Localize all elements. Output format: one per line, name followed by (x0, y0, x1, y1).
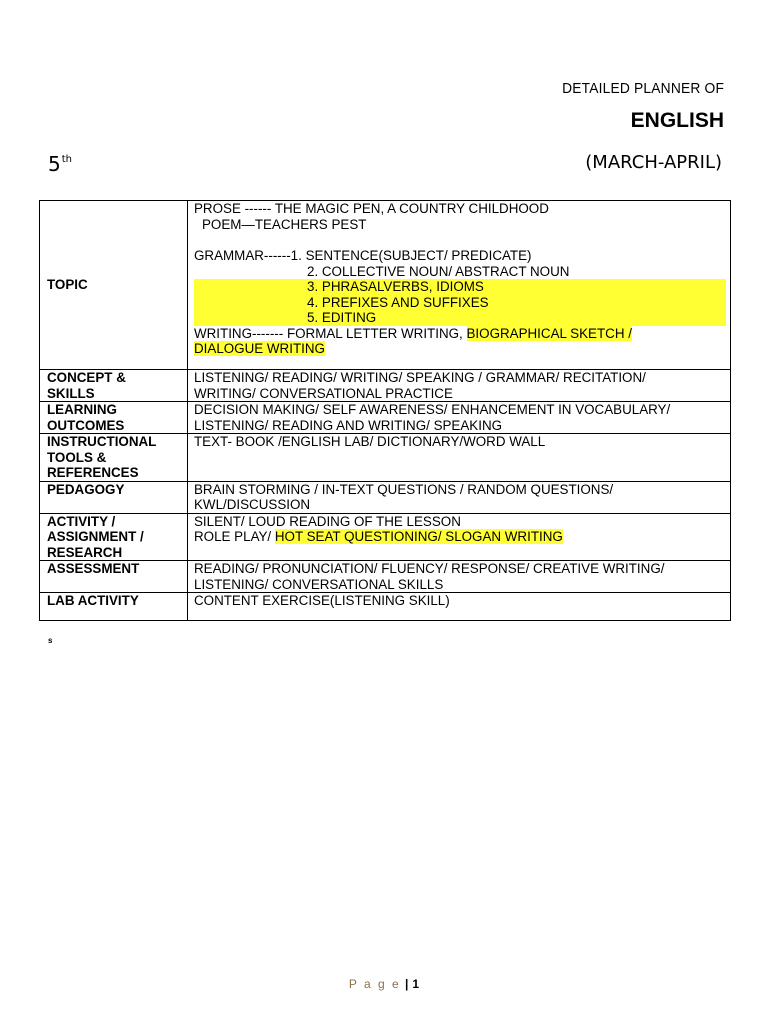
row-label-assessment (40, 561, 188, 593)
topic-poem: POEM—TEACHERS PEST (202, 216, 367, 232)
activity-content (188, 513, 731, 561)
topic-writing-highlight: BIOGRAPHICAL SKETCH / (466, 325, 632, 341)
topic-grammar-2: 2. COLLECTIVE NOUN/ ABSTRACT NOUN (307, 263, 570, 279)
row-label-text: RESEARCH (47, 544, 123, 560)
grade-number: 5 (48, 152, 61, 176)
footnote-mark: s (48, 636, 53, 645)
activity-plain: ROLE PLAY/ (194, 529, 275, 544)
page-label: P a g e (348, 977, 401, 991)
topic-prose: PROSE ------ THE MAGIC PEN, A COUNTRY CHILDHOOD (194, 201, 549, 216)
table-row-lab (40, 593, 731, 621)
row-label-text: ASSESSMENT (47, 561, 140, 576)
concept-line: WRITING/ CONVERSATIONAL PRACTICE (194, 385, 453, 401)
table-row-assessment (40, 561, 731, 593)
activity-line-2 (194, 529, 726, 545)
activity-line: SILENT/ LOUD READING OF THE LESSON (194, 513, 461, 529)
topic-writing-highlight-2: DIALOGUE WRITING (194, 341, 325, 356)
row-label-text: PEDAGOGY (47, 481, 125, 497)
planner-label: DETAILED PLANNER OF (562, 80, 724, 97)
planner-table (39, 200, 731, 621)
table-row-activity (40, 513, 731, 561)
assessment-content (188, 561, 731, 593)
table-row-topic (40, 201, 731, 370)
row-label-text: LAB ACTIVITY (47, 593, 139, 608)
row-label-tools (40, 434, 188, 482)
topic-grammar-4: 4. PREFIXES AND SUFFIXES (194, 295, 726, 311)
topic-grammar-3: 3. PHRASALVERBS, IDIOMS (194, 279, 726, 295)
grade-heading (48, 152, 72, 176)
assessment-line: READING/ PRONUNCIATION/ FLUENCY/ RESPONSE/ CREATIVE WRITING/ (194, 561, 665, 576)
row-label-text: ACTIVITY / (47, 513, 116, 529)
row-label-text: CONCEPT & (47, 370, 126, 385)
month-range: (MARCH-APRIL) (585, 152, 722, 173)
assessment-line: LISTENING/ CONVERSATIONAL SKILLS (194, 576, 444, 592)
row-label-outcomes (40, 402, 188, 434)
table-row-pedagogy (40, 481, 731, 513)
grade-suffix: th (61, 154, 72, 165)
topic-grammar-5: 5. EDITING (194, 310, 726, 326)
row-label-text: INSTRUCTIONAL (47, 434, 157, 449)
outcomes-line: DECISION MAKING/ SELF AWARENESS/ ENHANCEMENT IN VOCABULARY/ (194, 402, 671, 417)
row-label-activity (40, 513, 188, 561)
lab-line: CONTENT EXERCISE(LISTENING SKILL) (194, 593, 450, 608)
tools-line: TEXT- BOOK /ENGLISH LAB/ DICTIONARY/WORD WALL (194, 434, 546, 449)
pedagogy-content (188, 481, 731, 513)
page-separator: | (405, 977, 409, 991)
row-label-concept (40, 370, 188, 402)
topic-writing (194, 326, 726, 342)
concept-content (188, 370, 731, 402)
row-label-text: OUTCOMES (47, 417, 125, 433)
topic-writing-cont (194, 341, 726, 357)
outcomes-line: LISTENING/ READING AND WRITING/ SPEAKING (194, 417, 503, 433)
row-label-text: TOPIC (47, 277, 88, 293)
outcomes-content (188, 402, 731, 434)
row-label-text: LEARNING (47, 402, 117, 417)
activity-highlight: HOT SEAT QUESTIONING/ SLOGAN WRITING (274, 529, 563, 544)
concept-line: LISTENING/ READING/ WRITING/ SPEAKING / GRAMMAR/ RECITATION/ (194, 370, 646, 385)
pedagogy-line: BRAIN STORMING / IN-TEXT QUESTIONS / RANDOM QUESTIONS/ (194, 481, 614, 497)
row-label-text: SKILLS (47, 385, 95, 401)
tools-content (188, 434, 731, 482)
page-number: 1 (412, 977, 420, 991)
page-footer (0, 977, 768, 991)
row-label-pedagogy (40, 481, 188, 513)
topic-grammar-1: GRAMMAR------1. SENTENCE(SUBJECT/ PREDICATE) (194, 248, 532, 263)
table-row-tools (40, 434, 731, 482)
topic-writing-plain: WRITING------- FORMAL LETTER WRITING, (194, 325, 467, 341)
row-label-text: TOOLS & (47, 449, 107, 465)
row-label-lab (40, 593, 188, 621)
pedagogy-line: KWL/DISCUSSION (194, 497, 311, 512)
row-label-text: REFERENCES (47, 465, 139, 480)
lab-content (188, 593, 731, 621)
subject-title: ENGLISH (630, 109, 724, 132)
row-label-topic (40, 201, 188, 370)
table-row-outcomes (40, 402, 731, 434)
row-label-text: ASSIGNMENT / (47, 529, 144, 544)
topic-content (188, 201, 731, 370)
table-row-concept (40, 370, 731, 402)
topic-spacer (194, 232, 726, 248)
